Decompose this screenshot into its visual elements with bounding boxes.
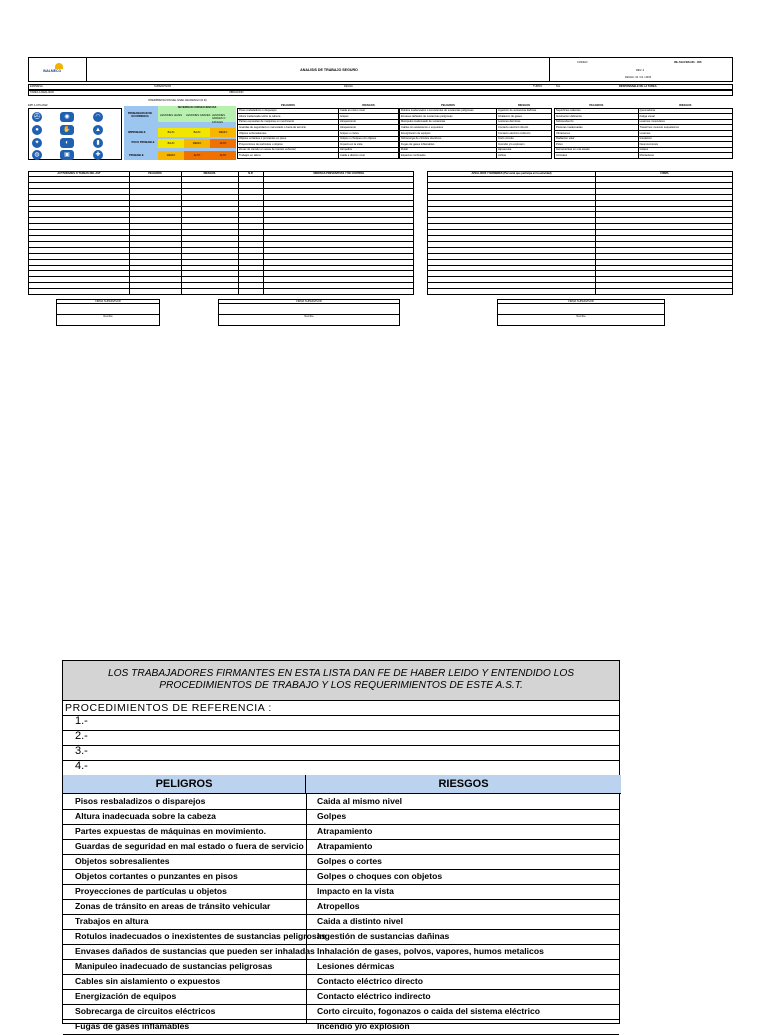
procedure-item-1: 1.- (75, 715, 88, 727)
table-column-divider (181, 172, 182, 294)
table-row[interactable] (29, 217, 413, 218)
ref-head-riesgos: RIESGOS (362, 103, 375, 107)
ref-cell-peligro: Trabajos en altura (238, 153, 339, 159)
peligro-cell: Sobrecarga de circuitos eléctricos (75, 1006, 216, 1016)
helmet-icon: ⛑ (33, 114, 41, 120)
ref-cell-riesgo: Neumoconiosis (638, 142, 732, 148)
ref-head-peligros: PELIGROS (281, 103, 295, 107)
table-row[interactable] (29, 270, 413, 271)
table-row[interactable] (29, 206, 413, 207)
matrix-cell: ALTO (210, 151, 236, 160)
prob-row-poco-probable: POCO PROBABLE (131, 141, 155, 144)
ref-cell-riesgo: Lesiones (638, 130, 732, 136)
rev-label: REV: 4 (636, 69, 645, 72)
ref-cell-peligro: Sobreesfuerzo (555, 119, 639, 125)
sev-col-graves: LESIONES GRAVES (186, 114, 211, 117)
procedure-item-2: 2.- (75, 730, 88, 742)
company-field-label: EMPRESA (30, 85, 43, 88)
title-line-2: PROCEDIMIENTOS DE TRABAJO Y LOS REQUERIMIENTOS DE ESTE A.S.T. (159, 680, 523, 691)
ref-cell-riesgo: Trastornos musculo esqueleticos (638, 125, 732, 131)
table-row[interactable] (29, 176, 413, 177)
riesgo-cell: Incendio y/o explosión (317, 1021, 410, 1031)
ref-cell-riesgo: Corto circuito (496, 136, 551, 142)
ref-head-riesgos: RIESGOS (679, 103, 692, 107)
table-row[interactable] (428, 270, 732, 271)
peligro-cell: Energización de equipos (75, 991, 177, 1001)
ref-cell-peligro: Guardas de seguridad en mal estado o fuera de servicio (238, 125, 339, 131)
riesgo-cell: Golpes o cortes (317, 856, 382, 866)
riesgo-cell: Golpes o choques con objetos (317, 871, 443, 881)
peligro-cell: Guardas de seguridad en mal estado o fuera de servicio (75, 841, 304, 851)
ref-cell-peligro: Cables sin aislamiento o expuestos (400, 125, 497, 131)
ref-cell-riesgo: Caida a distinto nivel (339, 153, 399, 159)
prob-row-improbable: IMPROBABLE (128, 131, 146, 134)
table-row[interactable] (29, 223, 413, 224)
peligro-cell: Pisos resbaladizos o disparejos (75, 796, 206, 806)
peligro-cell: Manipuleo inadecuado de sustancias peligrosas (75, 961, 273, 971)
table-row[interactable] (428, 194, 732, 195)
ref-cell-peligro: Polvo (555, 142, 639, 148)
date-label: FECHA: 16 / 01 / 2015 (625, 76, 652, 79)
ref-cell-riesgo: Golpes o cortes (339, 130, 399, 136)
table-row[interactable] (428, 265, 732, 266)
table-column-divider (238, 172, 239, 294)
matrix-cell: BAJO (184, 128, 210, 137)
peligro-cell: Cables sin aislamiento o expuestos (75, 976, 221, 986)
ref-table-row (400, 153, 552, 159)
table-row[interactable] (29, 188, 413, 189)
ref-cell-riesgo: Fatiga visual (638, 114, 732, 120)
form-title: ANALISIS DE TRABAJO SEGURO (300, 68, 358, 72)
peligro-cell: Proyecciones de partículas u objetos (75, 886, 227, 896)
ear-protection-icon: ◠ (93, 112, 103, 122)
ref-cell-peligro: Animales (555, 153, 639, 159)
riesgo-cell: Corto circuito, fogonazos o caida del sistema eléctrico (317, 1006, 541, 1016)
table-row[interactable] (29, 235, 413, 236)
sign-col-firma: FIRMA (660, 172, 669, 175)
ref-cell-peligro: Fugas de gases inflamables (400, 142, 497, 148)
riesgo-cell: Atrapamiento (317, 841, 373, 851)
sign-col-names: APELLIDOS Y NOMBRES (Personal que participa en la actividad) (471, 172, 552, 175)
ref-table-row (238, 153, 399, 159)
ref-cell-peligro: Pisos resbaladizos o disparejos (238, 108, 339, 114)
ref-cell-peligro: Vibraciones (555, 130, 639, 136)
ref-cell-riesgo: Inhalacion de gases (496, 114, 551, 120)
code-value: INL-SGI-FBS-001 - 006 (674, 61, 702, 64)
table-row[interactable] (428, 200, 732, 201)
sign-table (427, 171, 733, 295)
ref-cell-peligro: Objetos sobresalientes (238, 130, 339, 136)
ref-cell-peligro: Zonas de transito en areas de transito vehicular (238, 147, 339, 153)
shift-field-label: TURNO (533, 85, 543, 88)
table-row[interactable] (428, 217, 732, 218)
signature-box-2: FIRMA SUPERVISOR Nombre (218, 299, 400, 326)
gloves-icon: ✋ (60, 125, 74, 135)
table-row[interactable] (428, 188, 732, 189)
title-line-1: LOS TRABAJADORES FIRMANTES EN ESTA LISTA DAN FE DE HABER LEIDO Y ENTENDIDO LOS (107, 668, 575, 679)
table-row[interactable] (29, 200, 413, 201)
supervisor-field-label: SUPERVISOR (154, 85, 171, 88)
riesgo-cell: Atrapamiento (317, 826, 373, 836)
ref-cell-peligro: Iluminacion deficiente (555, 114, 639, 120)
table-row[interactable] (428, 259, 732, 260)
ref-cell-peligro: Rotulos inadecuados o inexistentes de sustancias peligrosas (400, 108, 497, 114)
matrix-cell: MEDIO (210, 128, 236, 137)
table-column-divider (129, 172, 130, 294)
table-row[interactable] (29, 276, 413, 277)
riesgo-cell: Contacto eléctrico indirecto (317, 991, 431, 1001)
form-row-3 (28, 90, 733, 96)
company-logo (37, 63, 87, 77)
ref-cell-riesgo: Caida al mismo nivel (339, 108, 399, 114)
ref-cell-riesgo: Contacto electrico indirecto (496, 130, 551, 136)
ref-cell-peligro: Radiacion solar (555, 136, 639, 142)
table-row[interactable] (29, 182, 413, 183)
riesgo-cell: Golpes (317, 811, 347, 821)
harness-icon: ✦ (32, 138, 42, 148)
table-row[interactable] (29, 194, 413, 195)
matrix-cell: BAJO (158, 139, 184, 148)
face-shield-icon: ◐ (60, 138, 74, 148)
matrix-cell: ALTO (184, 151, 210, 160)
table-row[interactable] (29, 253, 413, 254)
matrix-title: INTERPRETACION DEL NIVEL DE RIESGO (N.R) (148, 99, 207, 102)
table-row[interactable] (428, 206, 732, 207)
matrix-cell: ALTO (210, 139, 236, 148)
ref-cell-peligro: Envases dañados de sustancias peligrosas (400, 114, 497, 120)
riesgo-cell: Caida a distinto nivel (317, 916, 403, 926)
riesgo-cell: Contacto eléctrico directo (317, 976, 424, 986)
ref-cell-riesgo: Lesiones dermicas (496, 119, 551, 125)
ref-cell-riesgo: Mordeduras (638, 153, 732, 159)
ref-cell-riesgo: Contacto electrico directo (496, 125, 551, 131)
severity-header: SEVERIDAD CONSECUENCIAS (158, 106, 236, 110)
matrix-cell: MEDIO (158, 151, 184, 160)
boots-icon: ▲ (93, 125, 103, 135)
ref-cell-peligro: Altura inadecuada sobre la cabeza (238, 114, 339, 120)
ref-cell-peligro: Ruido (400, 147, 497, 153)
table-row[interactable] (428, 182, 732, 183)
table-row[interactable] (29, 241, 413, 242)
riesgos-header: RIESGOS (306, 775, 621, 794)
matrix-cell: BAJO (158, 128, 184, 137)
task-field-label: TAREA A REALIZAR (30, 91, 54, 94)
code-label: CODIGO (577, 61, 588, 64)
table-row[interactable] (428, 282, 732, 283)
table-row[interactable] (29, 282, 413, 283)
peligro-cell: Objetos cortantes o punzantes en pisos (75, 871, 238, 881)
ref-cell-riesgo: Golpes (638, 147, 732, 153)
peligro-cell: Fugas de gases inflamables (75, 1021, 190, 1031)
work-col-peligros: PELIGROS (148, 172, 162, 175)
date-field-label: FECHA (344, 85, 353, 88)
ref-cell-riesgo: Lesiones musculares (638, 119, 732, 125)
ref-cell-riesgo: Insolacion (638, 136, 732, 142)
procedure-item-4: 4.- (75, 760, 88, 772)
ref-head-riesgos: RIESGOS (517, 103, 531, 107)
severity-cols (158, 110, 236, 122)
table-row[interactable] (29, 259, 413, 260)
table-row[interactable] (428, 176, 732, 177)
ref-cell-peligro: Energizacion de equipos (400, 130, 497, 136)
ref-cell-peligro: Manipuleo inadecuado de sustancias (400, 119, 497, 125)
reference-table-1 (237, 103, 399, 159)
ref-cell-riesgo: Asfixia (496, 153, 551, 159)
signature-box-1: FIRMA SUPERVISOR Nombre (56, 299, 160, 326)
riesgo-cell: Ingestión de sustancias dañinas (317, 931, 450, 941)
apron-icon: ▮ (93, 138, 103, 148)
epp-label: EPP A UTILIZAR (28, 104, 48, 107)
table-row[interactable] (428, 229, 732, 230)
ref-cell-peligro: Partes expuestas de maquinas en movimiento (238, 119, 339, 125)
ref-cell-peligro: Herramientas en mal estado (555, 147, 639, 153)
peligro-cell: Zonas de tránsito en areas de tránsito vehicular (75, 901, 271, 911)
table-row[interactable] (428, 247, 732, 248)
ref-cell-riesgo: Atropellos (339, 147, 399, 153)
table-row[interactable] (428, 241, 732, 242)
prob-label: PROBABILIDAD DE OCURRENCIA (127, 112, 153, 119)
peligro-cell: Trabajos en altura (75, 916, 149, 926)
ref-table-row (555, 153, 733, 159)
ref-cell-peligro: Posturas inadecuadas (555, 125, 639, 131)
peligro-cell: Rotulos inadecuados o inexistentes de sustancias peligrosas (75, 931, 327, 941)
work-col-measures: MEDIDAS PREVENTIVAS Y DE CONTROL (313, 172, 365, 175)
table-row[interactable] (29, 288, 413, 289)
work-table (28, 171, 414, 295)
acknowledgement-table (62, 660, 620, 1031)
location-field-label: UBICACION (229, 91, 244, 94)
table-column-divider (263, 172, 264, 294)
ref-head-peligros: PELIGROS (441, 103, 455, 107)
signature-box-3: FIRMA SUPERVISOR Nombre (497, 299, 665, 326)
gloves-alt-icon: ✚ (93, 150, 103, 160)
table-row[interactable] (428, 253, 732, 254)
sev-col-fatales: LESIONES GRAVES O FATALES (212, 114, 226, 124)
table-row[interactable] (29, 229, 413, 230)
ref-cell-riesgo: Impacto en la vista (339, 142, 399, 148)
ref-cell-riesgo: Atrapamiento (339, 125, 399, 131)
table-row[interactable] (428, 223, 732, 224)
responsible-field-label: RESPONSABLE DE LA TAREA (619, 85, 657, 88)
reference-table-3 (554, 103, 733, 159)
table-row[interactable] (29, 211, 413, 212)
work-col-nr: N.R (248, 172, 253, 175)
column-divider (306, 794, 307, 1023)
sev-col-leves: LESIONES LEVES (160, 114, 183, 117)
risk-matrix (124, 106, 236, 160)
ref-cell-riesgo: Quemaduras (638, 108, 732, 114)
riesgo-cell: Caida al mismo nivel (317, 796, 403, 806)
work-col-activities: ACTIVIDADES O TAREAS DEL AST (57, 172, 101, 175)
form-header (28, 57, 733, 82)
acknowledgement-title (63, 661, 619, 701)
ref-cell-riesgo: Golpes (339, 114, 399, 120)
riesgo-cell: Atropellos (317, 901, 360, 911)
respirator-icon: ◍ (32, 150, 42, 160)
riesgo-cell: Inhalación de gases, polvos, vapores, humos metalicos (317, 946, 544, 956)
ref-cell-peligro: Objetos cortantes o punzantes en pisos (238, 136, 339, 142)
table-row[interactable] (428, 235, 732, 236)
table-row[interactable] (29, 265, 413, 266)
table-column-divider (595, 172, 596, 294)
table-row[interactable] (428, 276, 732, 277)
ref-cell-peligro: Espacios confinados (400, 153, 497, 159)
table-row[interactable] (29, 247, 413, 248)
goggles-icon: ◉ (60, 112, 74, 122)
table-row[interactable] (428, 211, 732, 212)
ref-head-peligros: PELIGROS (589, 103, 604, 107)
ref-cell-riesgo: Atrapamiento (339, 119, 399, 125)
peligro-cell: Partes expuestas de máquinas en movimiento. (75, 826, 267, 836)
number-field-label: Nro (556, 85, 561, 88)
procedures-label: PROCEDIMIENTOS DE REFERENCIA : (65, 702, 272, 714)
peligro-cell: Altura inadecuada sobre la cabeza (75, 811, 216, 821)
ref-cell-riesgo: Ingestion de sustancias dañinas (496, 108, 551, 114)
peligro-cell: Envases dañados de sustancias que pueden ser inhaladas (75, 946, 315, 956)
ref-cell-peligro: Proyecciones de particulas u objetos (238, 142, 339, 148)
matrix-cell: MEDIO (184, 139, 210, 148)
company-logo-text: INALMECO (43, 69, 62, 73)
peligro-cell: Objetos sobresalientes (75, 856, 170, 866)
ref-cell-riesgo: Incendio y/o explosion (496, 142, 551, 148)
ref-cell-riesgo: Hipoacusia (496, 147, 551, 153)
work-col-riesgos: RIESGOS (203, 172, 216, 175)
prob-row-probable: PROBABLE (129, 154, 144, 157)
table-row[interactable] (428, 288, 732, 289)
epp-icons-panel (28, 108, 122, 160)
reference-table-2 (399, 103, 552, 159)
mask-icon: ● (32, 125, 42, 135)
riesgo-cell: Impacto en la vista (317, 886, 394, 896)
procedure-item-3: 3.- (75, 745, 88, 757)
peligros-header: PELIGROS (63, 775, 306, 794)
riesgo-cell: Lesiones dérmicas (317, 961, 395, 971)
ref-cell-peligro: Superficies calientes (555, 108, 639, 114)
ref-cell-riesgo: Golpes o choques con objetos (339, 136, 399, 142)
ref-cell-peligro: Sobrecarga de circuitos electricos (400, 136, 497, 142)
vest-icon: ▣ (60, 150, 74, 160)
